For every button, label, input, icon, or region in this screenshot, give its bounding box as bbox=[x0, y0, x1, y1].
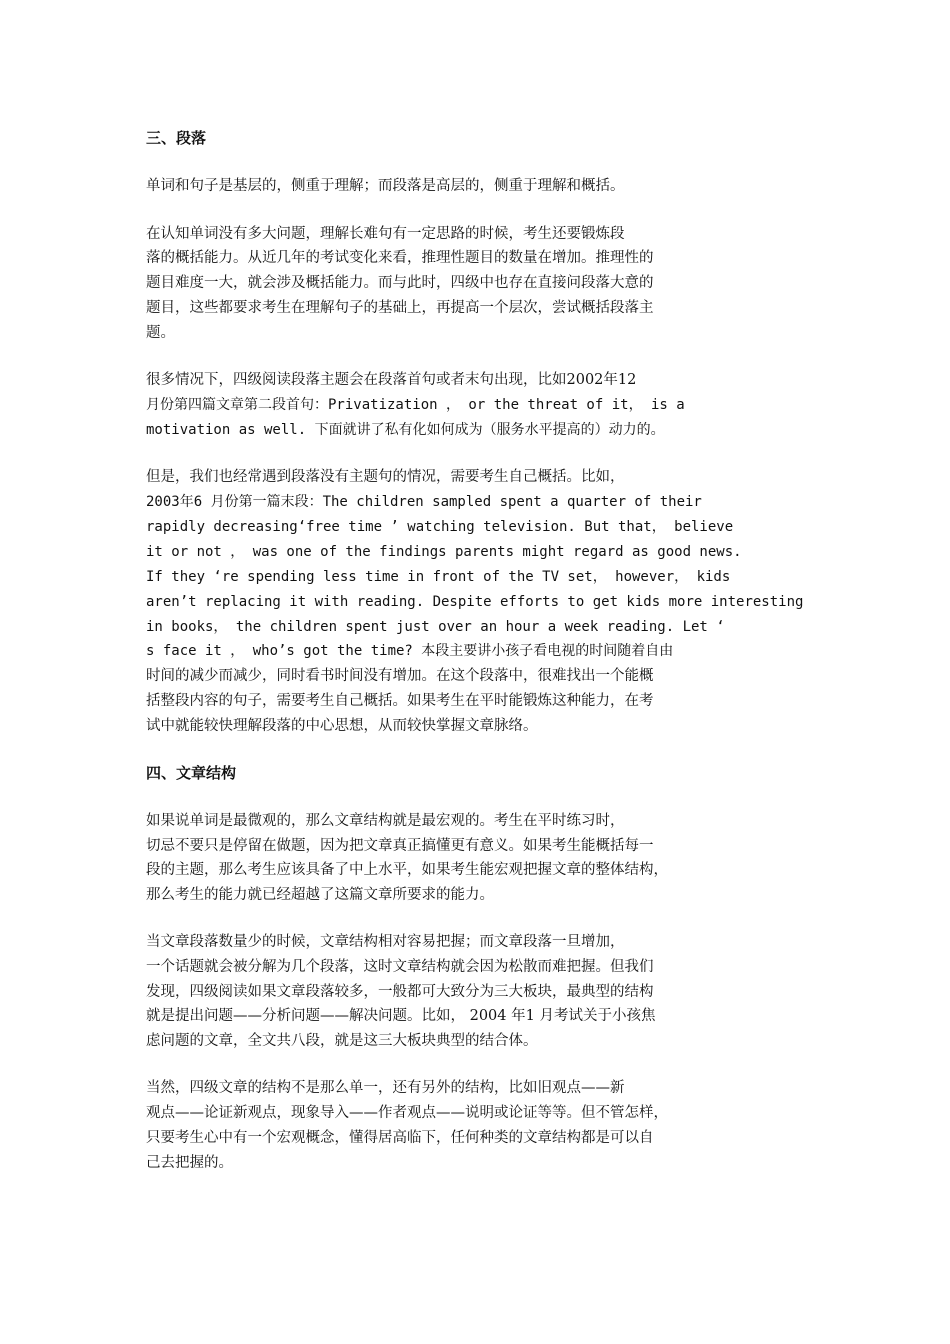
text-line: 题目，这些都要求考生在理解句子的基础上，再提高一个层次，尝试概括段落主 bbox=[146, 300, 654, 316]
text-line: 切忌不要只是停留在做题，因为把文章真正搞懂更有意义。如果考生能概括每一 bbox=[146, 838, 654, 854]
text-line: 当文章段落数量少的时候，文章结构相对容易把握；而文章段落一旦增加， bbox=[146, 934, 625, 950]
text-line: 在认知单词没有多大问题，理解长难句有一定思路的时候，考生还要锻炼段 bbox=[146, 226, 625, 242]
text-line: 题。 bbox=[146, 325, 175, 341]
text-line: If they ‘re spending less time in front of the TV set， however， kids bbox=[146, 569, 731, 585]
text-line: rapidly decreasing‘free time ’ watching television. But that， believe bbox=[146, 519, 734, 535]
text-line: 当然，四级文章的结构不是那么单一，还有另外的结构，比如旧观点——新 bbox=[146, 1080, 625, 1096]
text-line: 那么考生的能力就已经超越了这篇文章所要求的能力。 bbox=[146, 887, 494, 903]
text-line: 但是，我们也经常遇到段落没有主题句的情况，需要考生自己概括。比如， bbox=[146, 469, 625, 485]
text-line: 己去把握的。 bbox=[146, 1155, 233, 1171]
text-line: 试中就能较快理解段落的中心思想，从而较快掌握文章脉络。 bbox=[146, 718, 538, 734]
text-line: 就是提出问题——分析问题——解决问题。比如， 2004 年1 月考试关于小孩焦 bbox=[146, 1008, 656, 1024]
text-line: it or not ， was one of the findings parents might regard as good news. bbox=[146, 544, 742, 560]
text-line: in books， the children spent just over an hour a week reading. Let ‘ bbox=[146, 619, 725, 635]
text-line: 括整段内容的句子，需要考生自己概括。如果考生在平时能锻炼这种能力，在考 bbox=[146, 693, 654, 709]
text-line: 题目难度一大，就会涉及概括能力。而与此时，四级中也存在直接问段落大意的 bbox=[146, 275, 654, 291]
text-line: 虑问题的文章，全文共八段，就是这三大板块典型的结合体。 bbox=[146, 1033, 538, 1049]
text-line: 观点——论证新观点，现象导入——作者观点——说明或论证等等。但不管怎样， bbox=[146, 1105, 668, 1121]
text-line: aren’t replacing it with reading. Despite efforts to get kids more interesting bbox=[146, 594, 804, 610]
text-line: 单词和句子是基层的，侧重于理解；而段落是高层的，侧重于理解和概括。 bbox=[146, 178, 625, 194]
text-line: 一个话题就会被分解为几个段落，这时文章结构就会因为松散而难把握。但我们 bbox=[146, 959, 654, 975]
section-heading-structure: 四、文章结构 bbox=[146, 764, 237, 782]
text-line: 月份第四篇文章第二段首句：Privatization ， or the threat of it， is a bbox=[146, 397, 685, 413]
text-line: 时间的减少而减少，同时看书时间没有增加。在这个段落中，很难找出一个能概 bbox=[146, 668, 654, 684]
text-line: 如果说单词是最微观的，那么文章结构就是最宏观的。考生在平时练习时， bbox=[146, 813, 625, 829]
text-line: 2003年6 月份第一篇末段：The children sampled spent a quarter of their bbox=[146, 494, 702, 510]
text-line: 很多情况下，四级阅读段落主题会在段落首句或者末句出现，比如2002年12 bbox=[146, 372, 637, 388]
section-heading-paragraphs: 三、段落 bbox=[146, 129, 207, 147]
text-line: 只要考生心中有一个宏观概念，懂得居高临下，任何种类的文章结构都是可以自 bbox=[146, 1130, 654, 1146]
text-line: 段的主题，那么考生应该具备了中上水平，如果考生能宏观把握文章的整体结构， bbox=[146, 862, 668, 878]
text-line: s face it ， who’s got the time? 本段主要讲小孩子看电视的时间随着自由 bbox=[146, 643, 674, 659]
text-line: 发现，四级阅读如果文章段落较多，一般都可大致分为三大板块，最典型的结构 bbox=[146, 984, 654, 1000]
text-line: 落的概括能力。从近几年的考试变化来看，推理性题目的数量在增加。推理性的 bbox=[146, 250, 654, 266]
text-line: motivation as well. 下面就讲了私有化如何成为（服务水平提高的）动力的。 bbox=[146, 422, 665, 438]
